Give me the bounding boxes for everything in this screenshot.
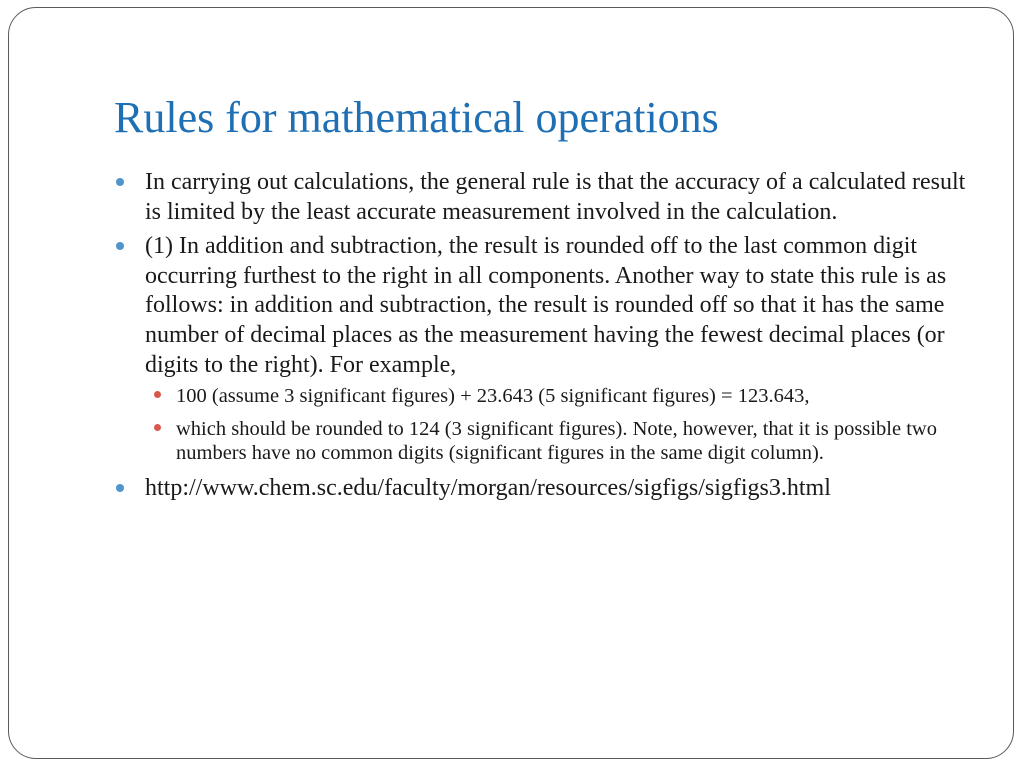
sub-bullet-dot-icon [154,424,161,431]
sub-bullet-item [145,384,974,409]
bullet-item [114,232,974,465]
bullet-item [114,168,974,227]
slide-body [114,168,974,508]
bullet-text: In carrying out calculations, the general rule is that the accuracy of a calculated result is limited by the least accurate measurement involved in the calculation. [145,169,966,225]
bullet-text: (1) In addition and subtraction, the result is rounded off to the last common digit occurring furthest to the right in all components. Another way to state this rule is as follows: in addition and subtraction, the result is rounded off so that it has the same number of decimal places as the measurement having the fewest decimal places (or digits to the right). For example, [145,233,947,378]
bullet-dot-icon [116,484,124,492]
bullet-dot-icon [116,178,124,186]
sub-bullet-text: which should be rounded to 124 (3 significant figures). Note, however, that it is possible two numbers have no common digits (significant figures in the same digit column). [176,417,937,465]
sub-bullet-list [145,384,974,466]
slide-title: Rules for mathematical operations [114,93,719,142]
bullet-list [114,168,974,503]
bullet-dot-icon [116,242,124,250]
bullet-item [114,474,974,504]
sub-bullet-dot-icon [154,391,161,398]
sub-bullet-text: 100 (assume 3 significant figures) + 23.643 (5 significant figures) = 123.643, [176,385,810,408]
sub-bullet-item [145,417,974,466]
reference-link[interactable]: http://www.chem.sc.edu/faculty/morgan/resources/sigfigs/sigfigs3.html [145,474,831,501]
slide-frame [8,7,1014,759]
